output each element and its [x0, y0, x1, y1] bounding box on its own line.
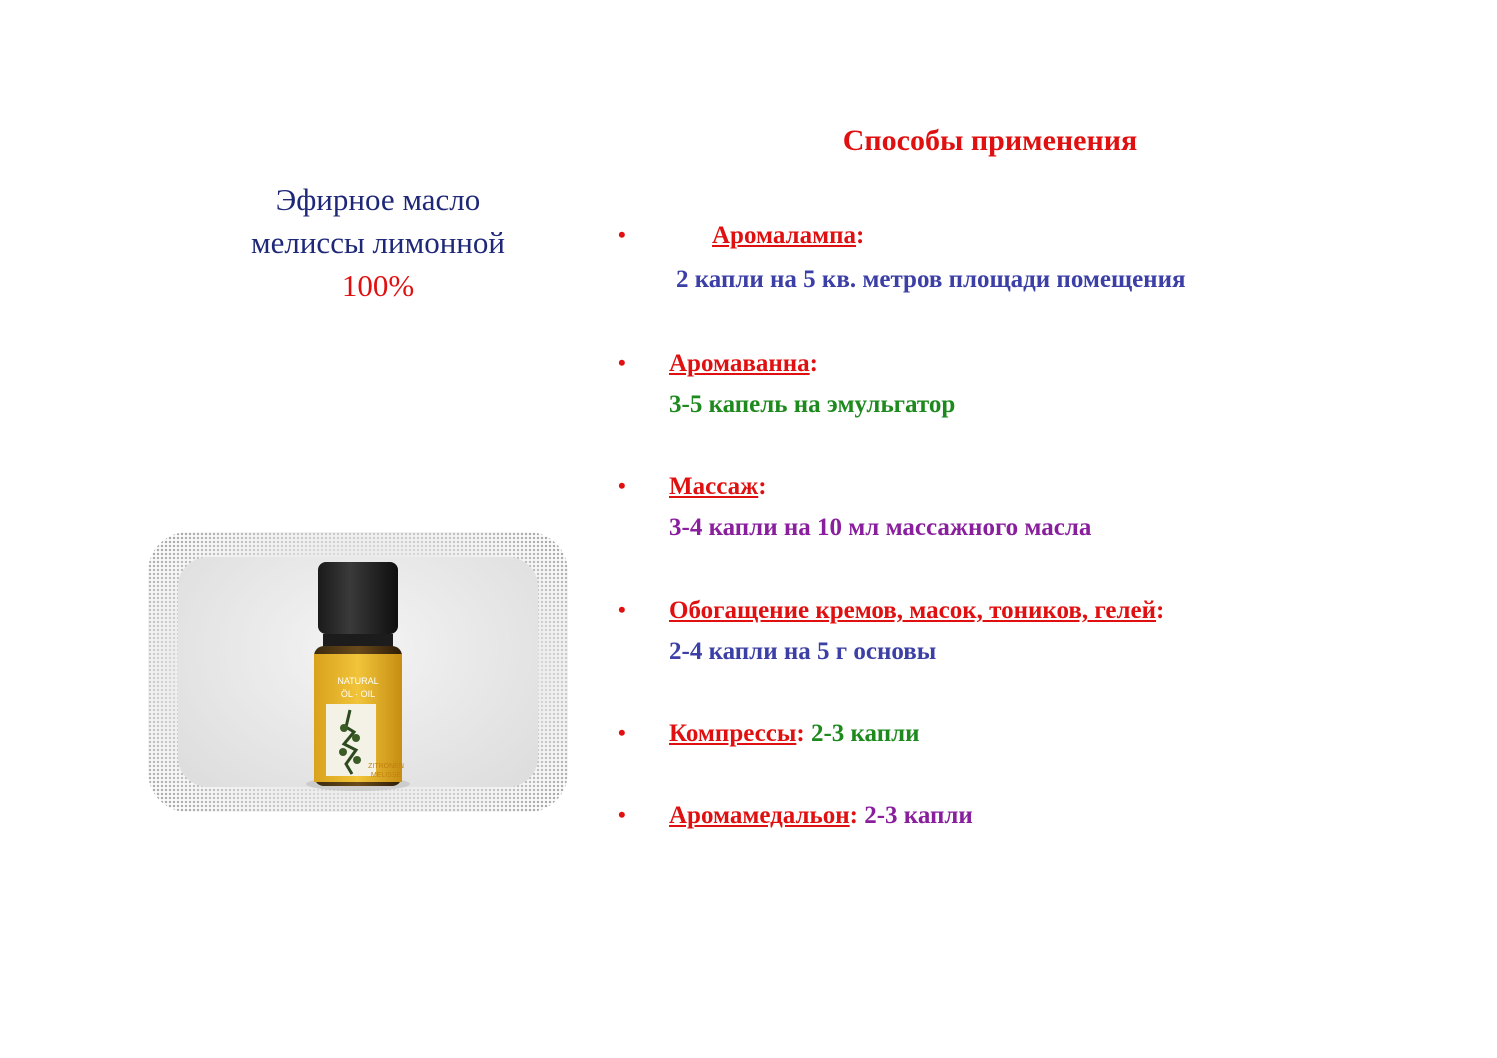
- bottle-label-text3: ZITRONEN: [368, 763, 404, 770]
- product-title: [178, 178, 578, 307]
- bottle-illustration: [148, 532, 568, 812]
- bottle-label-text4: MELISSE: [370, 772, 402, 779]
- method-detail: 3-4 капли на 10 мл массажного масла: [669, 514, 1092, 541]
- method-label: Аромалампа: [712, 222, 857, 249]
- method-label: Массаж: [669, 473, 759, 500]
- method-detail: 2-4 капли на 5 г основы: [669, 638, 937, 665]
- method-colon: :: [796, 720, 805, 747]
- product-title-line2: мелиссы лимонной: [251, 225, 505, 260]
- method-label: Аромамедальон: [669, 802, 850, 829]
- method-colon: :: [809, 350, 818, 377]
- product-percent: 100%: [341, 268, 415, 303]
- product-title-line1: Эфирное масло: [275, 182, 481, 217]
- bottle-label-text1: NATURAL: [337, 676, 379, 686]
- bullet-icon: •: [618, 473, 626, 498]
- bullet-icon: •: [618, 597, 626, 622]
- method-detail: 2-3 капли: [810, 720, 920, 747]
- method-colon: :: [1156, 597, 1165, 624]
- method-detail: 2-3 капли: [864, 802, 973, 829]
- bullet-icon: •: [618, 720, 626, 745]
- methods-heading: Способы применения: [842, 124, 1138, 157]
- bullet-icon: •: [618, 222, 626, 247]
- method-colon: :: [849, 802, 858, 829]
- method-colon: :: [856, 222, 865, 249]
- product-photo: [148, 532, 568, 812]
- bottle-cap: [318, 562, 398, 634]
- bullet-icon: •: [618, 350, 626, 375]
- method-label: Компрессы: [669, 720, 797, 747]
- method-label: Обогащение кремов, масок, тоников, гелей: [669, 597, 1157, 624]
- method-colon: :: [758, 473, 767, 500]
- bottle-label-text2: ÖL · OIL: [340, 689, 376, 699]
- bullet-icon: •: [618, 802, 626, 827]
- method-detail: 3-5 капель на эмульгатор: [669, 391, 956, 418]
- method-label: Аромаванна: [669, 350, 810, 377]
- method-detail: 2 капли на 5 кв. метров площади помещения: [676, 266, 1186, 293]
